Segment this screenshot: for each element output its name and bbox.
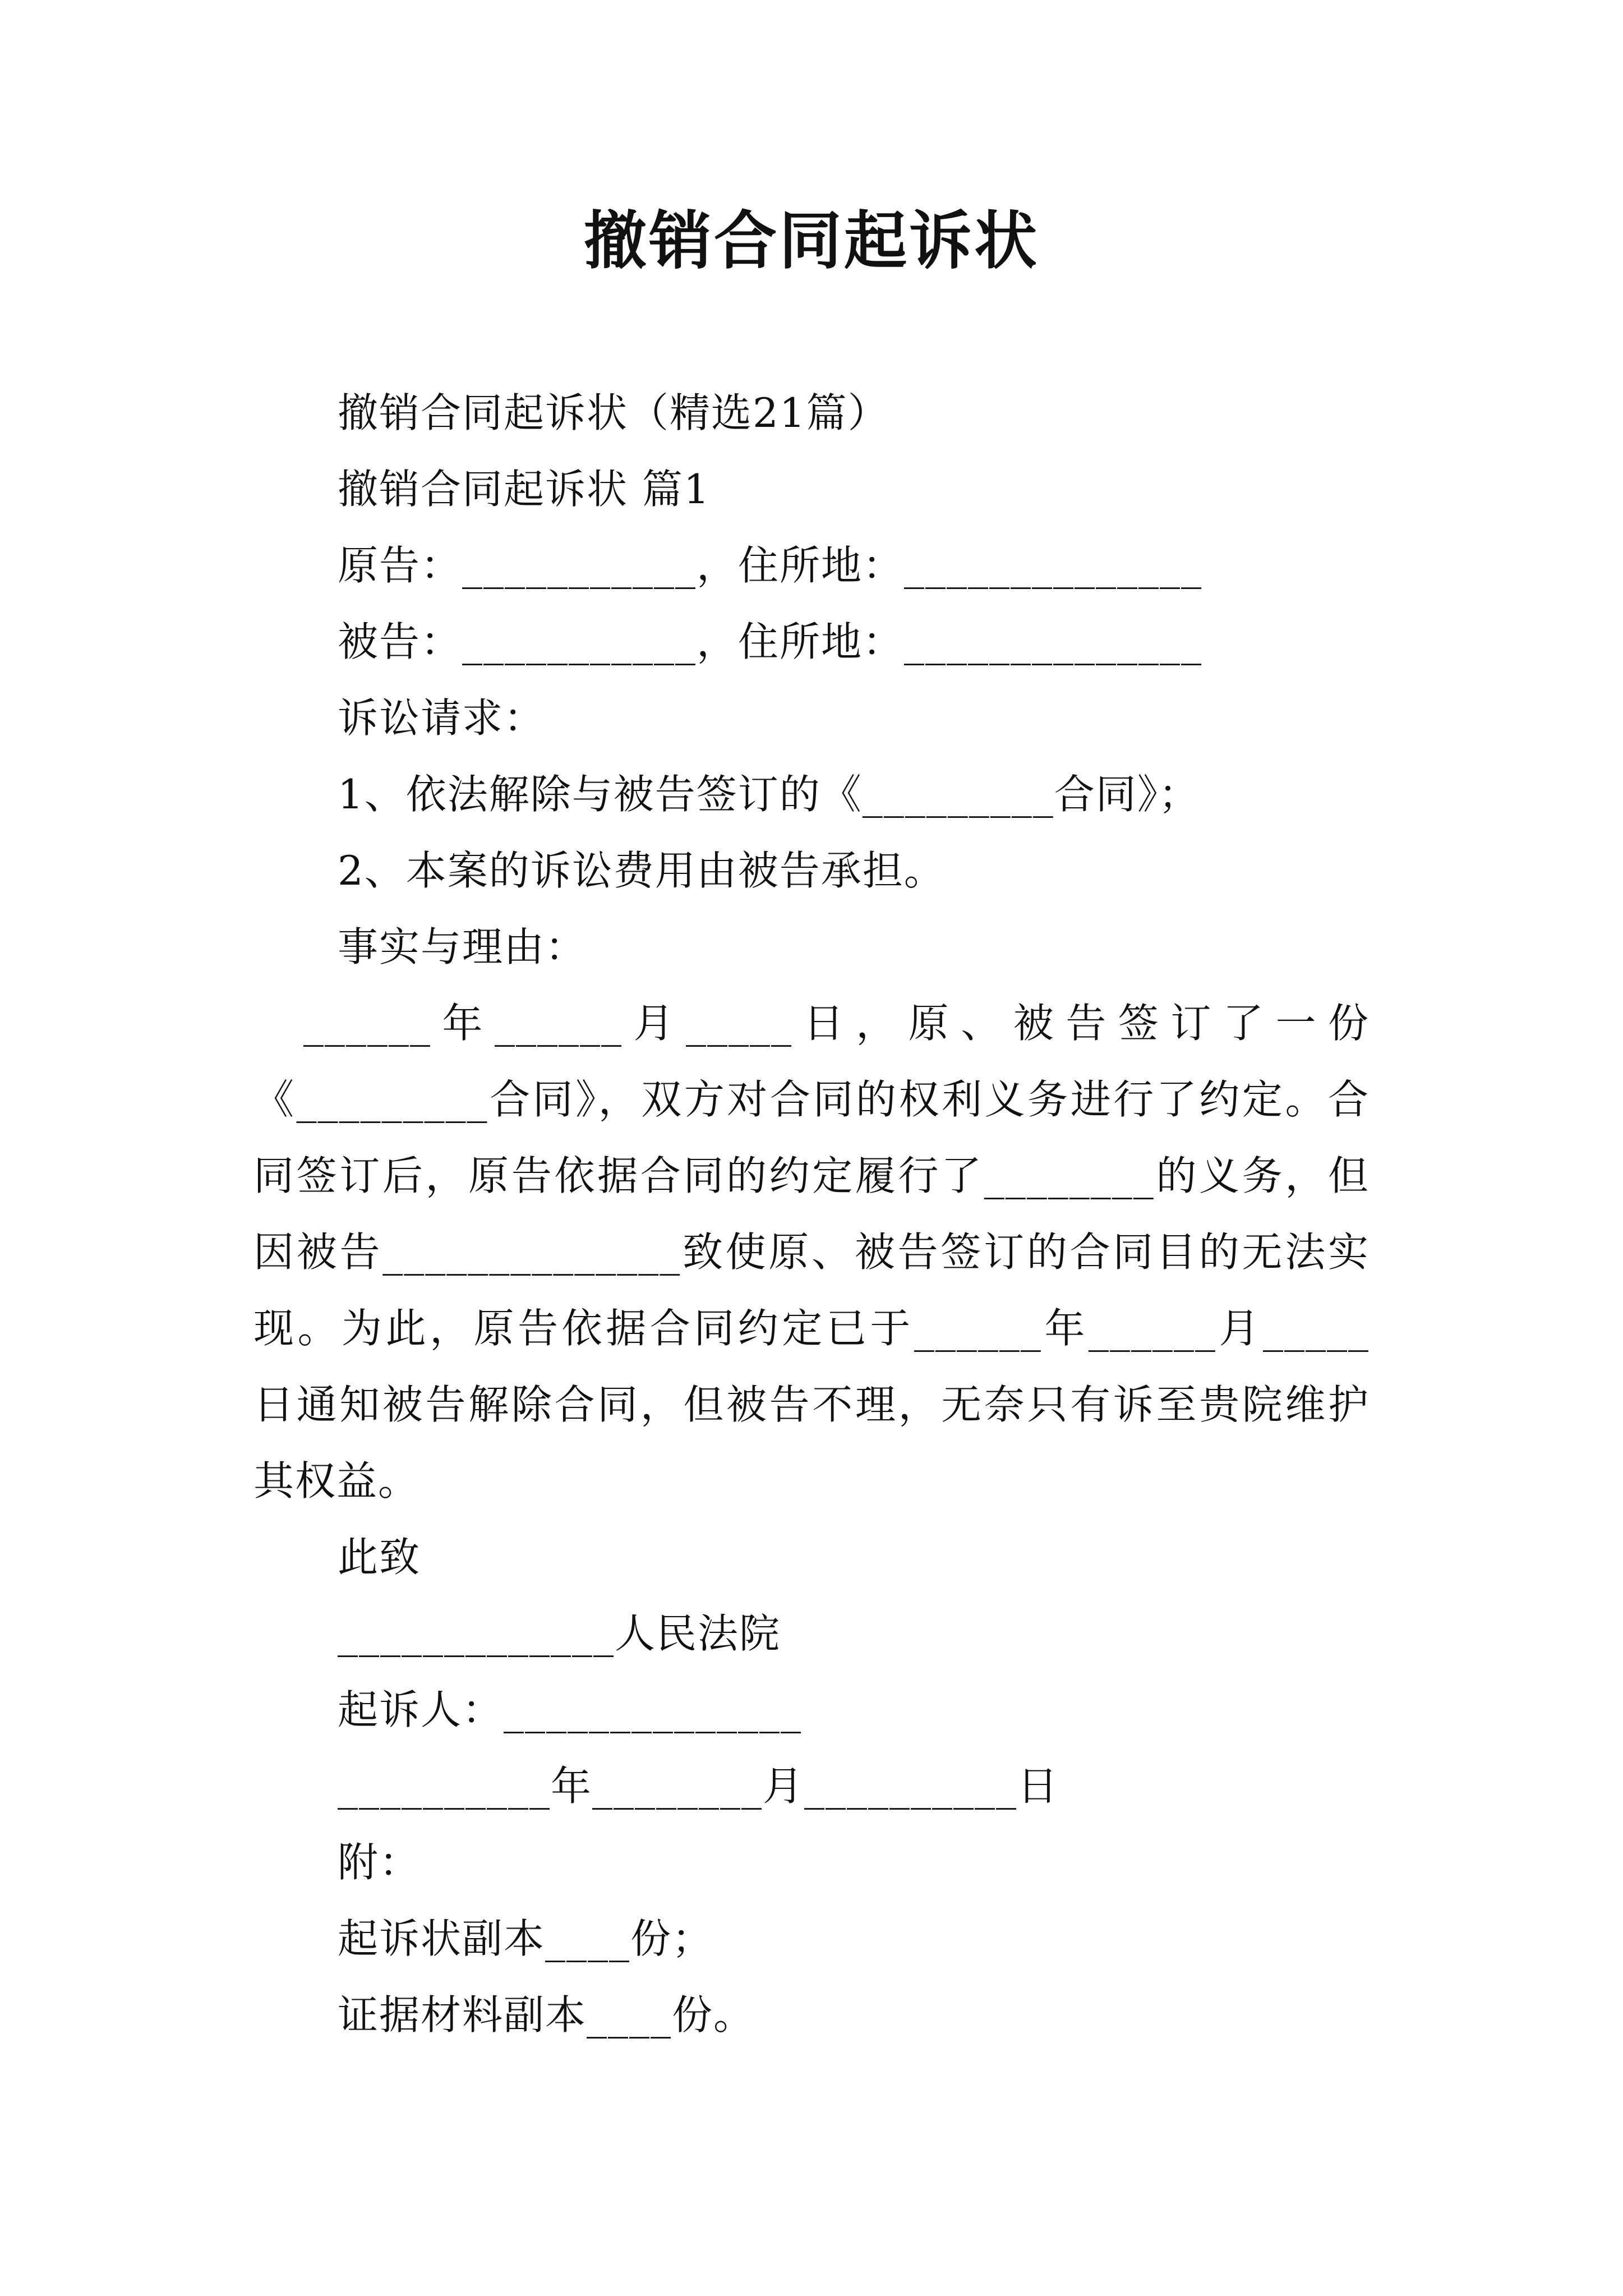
facts-paragraph-line: 日通知被告解除合同，但被告不理，无奈只有诉至贵院维护 (253, 1381, 1370, 1428)
document-title: 撤销合同起诉状 (584, 205, 1039, 278)
attachment-item-1: 起诉状副本____份； (338, 1915, 714, 1962)
claim-item-2: 2、本案的诉讼费用由被告承担。 (338, 847, 946, 894)
subtitle-line: 撤销合同起诉状（精选21篇） (338, 389, 889, 436)
salutation-line: 此致 (338, 1534, 421, 1581)
defendant-line: 被告：___________，住所地：______________ (338, 618, 1203, 665)
facts-paragraph-line: 现。为此，原告依据合同约定已于______年______月_____ (253, 1305, 1370, 1352)
attachment-item-2: 证据材料副本____份。 (338, 1991, 755, 2039)
claims-heading: 诉讼请求： (338, 694, 546, 742)
section-heading: 撤销合同起诉状 篇1 (338, 466, 711, 513)
attachment-heading: 附： (338, 1839, 421, 1886)
facts-heading: 事实与理由： (338, 923, 587, 970)
facts-paragraph-line: 《_________合同》，双方对合同的权利义务进行了约定。合 (253, 1076, 1370, 1123)
plaintiff-line: 原告：___________，住所地：______________ (338, 542, 1203, 589)
facts-paragraph-line: ______年______月_____日，原、被告签订了一份 (253, 1000, 1370, 1047)
facts-paragraph-line: 因被告______________致使原、被告签订的合同目的无法实 (253, 1228, 1370, 1276)
facts-paragraph-last-line: 其权益。 (253, 1457, 420, 1504)
claim-item-1: 1、依法解除与被告签订的《_________合同》； (338, 771, 1200, 818)
date-line: __________年________月__________日 (338, 1763, 1059, 1810)
plaintiff-signature-line: 起诉人：______________ (338, 1686, 803, 1733)
facts-paragraph-line: 同签订后，原告依据合同的约定履行了________的义务，但 (253, 1152, 1370, 1199)
court-line: _____________人民法院 (338, 1610, 781, 1657)
